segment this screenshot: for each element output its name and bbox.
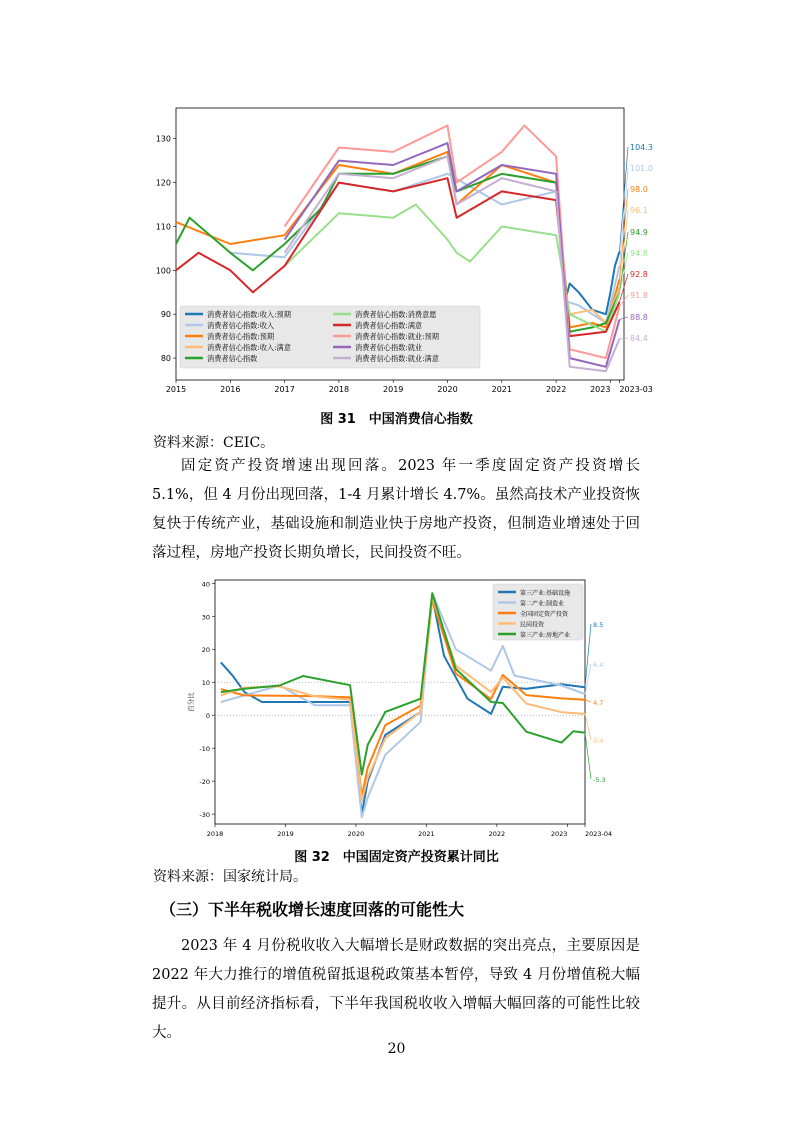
legend-label: 消费者信心指数:收入 [207,321,275,330]
y-tick-label: 90 [160,310,171,320]
legend-label: 消费者信心指数 [207,354,258,363]
figure-32-caption: 图 32 中国固定资产投资累计同比 [294,850,499,865]
end-value-label: 94.9 [630,228,648,237]
x-tick-label: 2018 [328,385,350,394]
y-tick-label: 30 [201,613,210,622]
end-value-label: 98.0 [630,185,648,194]
x-tick-label: 2020 [347,830,365,838]
figure-32-source: 资料来源：国家统计局。 [153,869,307,885]
y-tick-label: 100 [155,266,171,276]
end-value-label: -5.3 [593,776,606,784]
legend-label: 消费者信心指数:满意 [355,321,423,330]
body-paragraph: 2023 年 4 月份税收收入大幅增长是财政数据的突出亮点，主要原因是 2022 年大力推行的增值税留抵退税政策基本暂停，导致 4 月份增值税大幅提升。从目前经济指标看，下半年我国税收收入增幅大幅回落的可能性比较大。 [152,938,640,1041]
y-tick-label: 130 [155,134,171,144]
end-value-label: 104.3 [630,143,653,152]
x-tick-label: 2017 [274,385,295,394]
end-value-label: 88.8 [630,313,648,322]
x-tick-label: 2022 [545,385,567,394]
figure-31-source: 资料来源：CEIC。 [153,435,275,451]
legend-label: 消费者信心指数:消费意愿 [355,310,437,319]
y-tick-label: 110 [155,222,171,232]
x-tick-label: 2020 [437,385,458,394]
legend-label: 消费者信心指数:收入:预期 [207,310,291,319]
consumer-confidence-chart [140,100,660,400]
x-tick-label: 2023 [550,830,568,838]
series-line [176,156,620,331]
end-value-label: 91.8 [630,291,648,300]
y-tick-label: 20 [201,646,210,655]
end-value-label: 96.1 [630,206,648,215]
section-heading: （三）下半年税收增长速度回落的可能性大 [160,900,465,919]
x-tick-label: 2019 [277,830,294,838]
y-tick-label: 40 [201,580,210,589]
legend-label: 消费者信心指数:预期 [207,332,275,341]
end-label-leader [585,700,591,702]
legend-label: 消费者信心指数:就业 [355,343,423,352]
y-tick-label: 120 [155,178,171,188]
legend-label: 民间投资 [520,621,545,629]
x-tick-label: 2015 [165,385,187,394]
y-tick-label: 10 [201,679,210,688]
x-tick-label: 2018 [206,830,224,838]
body-paragraph: 固定资产投资增速出现回落。2023 年一季度固定资产投资增长 5.1%，但 4 月份出现回落，1-4 月累计增长 4.7%。虽然高技术产业投资恢复快于传统产业，基础设施和制造业快于房地产投资，但制造业增速处于回落过程，房地产投资长期负增长，民间投资不旺。 [152,458,640,561]
y-tick-label: -30 [199,811,210,820]
y-axis-label: 百分比 [187,692,195,712]
fixed-asset-investment-chart [185,576,625,840]
legend-label: 消费者信心指数:就业:满意 [355,354,439,363]
y-tick-label: -20 [199,778,210,787]
figure-31-caption: 图 31 中国消费信心指数 [320,412,473,427]
x-tick-label: 2019 [383,385,404,394]
x-tick-label: 2023 [590,385,611,394]
y-tick-label: -10 [199,745,210,754]
legend-label: 消费者信心指数:就业:预期 [355,332,439,341]
end-value-label: 92.8 [630,270,648,279]
legend-label: 消费者信心指数:收入:满意 [207,343,291,352]
x-tick-label: 2021 [418,830,435,838]
legend-label: 第二产业:制造业 [520,600,565,608]
end-label-leader [585,714,591,740]
x-tick-label: 2021 [491,385,512,394]
y-tick-label: 80 [160,354,171,364]
page-number: 20 [387,1041,406,1057]
end-label-leader [619,338,628,339]
end-value-label: 101.0 [630,164,653,173]
x-tick-label: 2016 [220,385,241,394]
end-value-label: 0.4 [593,737,604,745]
end-value-label: 8.5 [593,621,604,629]
end-value-label: 4.7 [593,699,604,707]
x-tick-label: 2022 [488,830,506,838]
end-value-label: 84.4 [630,334,648,343]
legend-label: 全国固定资产投资 [520,611,569,618]
x-tick-label: 2023-03 [619,385,653,394]
end-value-label: 94.8 [630,249,648,258]
series-line [176,152,620,328]
legend-label: 第三产业:基础设施 [520,590,571,597]
legend-label: 第三产业:房地产业 [520,632,571,639]
x-tick-label: 2023-04 [585,830,613,838]
end-label-leader [585,733,591,779]
end-value-label: 6.4 [593,661,604,669]
y-tick-label: 0 [205,712,210,721]
